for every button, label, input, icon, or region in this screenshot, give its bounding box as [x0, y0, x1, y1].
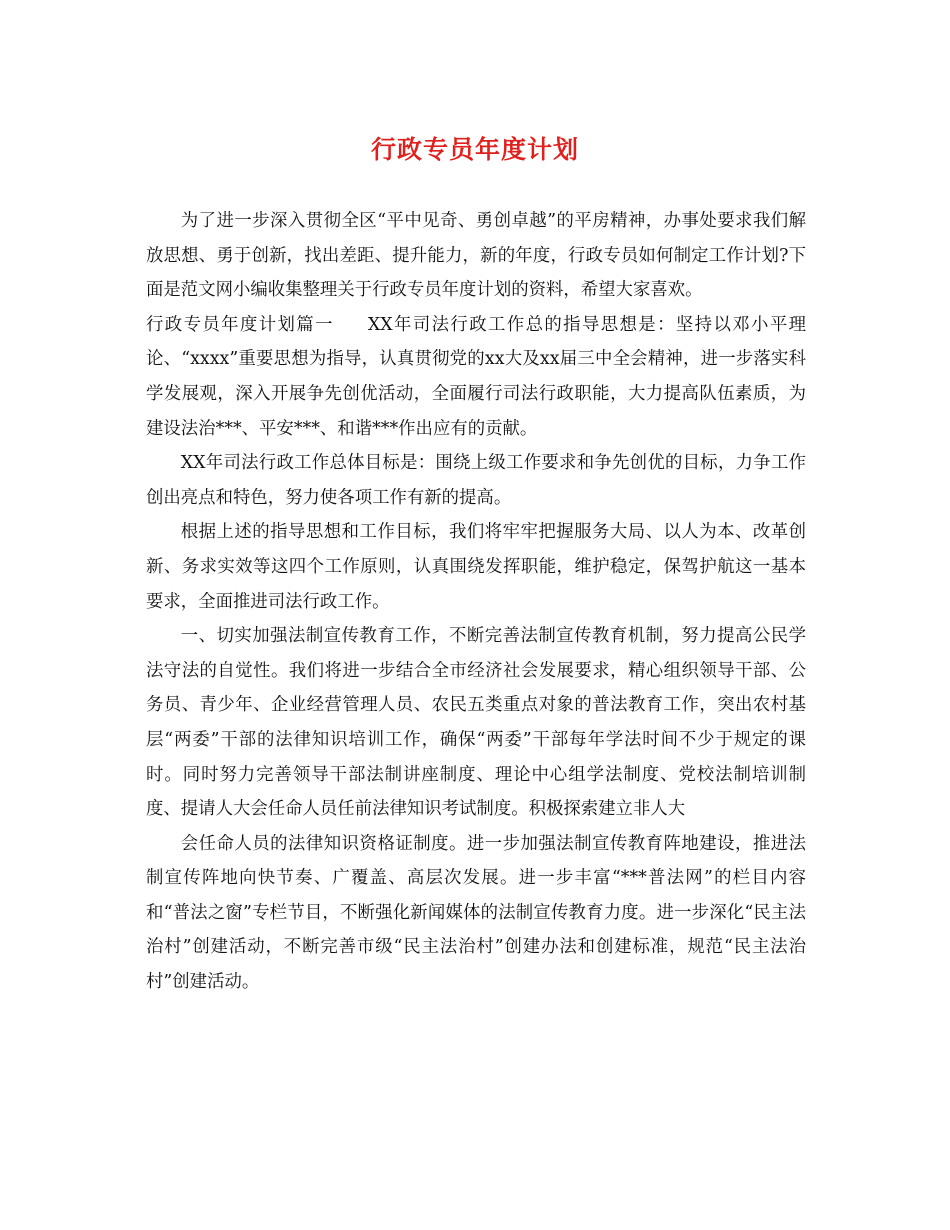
overall-goal-paragraph: XX年司法行政工作总体目标是：围绕上级工作要求和争先创优的目标，力争工作创出亮点和特色，努力使各项工作有新的提高。	[146, 453, 806, 508]
principles-paragraph: 根据上述的指导思想和工作目标，我们将牢牢把握服务大局、以人为本、改革创新、务求实效等这四个工作原则，认真围绕发挥职能，维护稳定，保驾护航这一基本要求，全面推进司法行政工作。	[146, 522, 806, 612]
certification-paragraph: 会任命人员的法律知识资格证制度。进一步加强法制宣传教育阵地建设，推进法制宣传阵地向快节奏、广覆盖、高层次发展。进一步丰富“***普法网”的栏目内容和“普法之窗”专栏节目，不断强化新闻媒体的法制宣传教育力度。进一步深化“民主法治村”创建活动，不断完善市级“民主法治村”创建办法和创建标准，规范“民主法治村”创建活动。	[146, 833, 806, 993]
guiding-thought-text: XX年司法行政工作总的指导思想是：坚持以邓小平理论、“xxxx”重要思想为指导，认真贯彻党的xx大及xx届三中全会精神，进一步落实科学发展观，深入开展争先创优活动，全面履行司法行政职能，大力提高队伍素质，为建设法治***、平安***、和谐***作出应有的贡献。	[146, 314, 806, 439]
document-title: 行政专员年度计划	[370, 135, 579, 164]
section-one-paragraph	[146, 308, 806, 446]
legal-education-paragraph: 一、切实加强法制宣传教育工作，不断完善法制宣传教育机制，努力提高公民学法守法的自觉性。我们将进一步结合全市经济社会发展要求，精心组织领导干部、公务员、青少年、企业经营管理人员、农民五类重点对象的普法教育工作，突出农村基层“两委”干部的法律知识培训工作，确保“两委”干部每年学法时间不少于规定的课时。同时努力完善领导干部法制讲座制度、理论中心组学法制度、党校法制培训制度、提请人大会任命人员任前法律知识考试制度。积极探索建立非人大	[146, 626, 806, 820]
document-body	[146, 204, 806, 1000]
section-label: 行政专员年度计划篇一	[146, 314, 334, 335]
intro-paragraph: 为了进一步深入贯彻全区“平中见奇、勇创卓越”的平房精神，办事处要求我们解放思想、勇于创新，找出差距、提升能力，新的年度，行政专员如何制定工作计划?下面是范文网小编收集整理关于行政专员年度计划的资料，希望大家喜欢。	[146, 211, 806, 301]
